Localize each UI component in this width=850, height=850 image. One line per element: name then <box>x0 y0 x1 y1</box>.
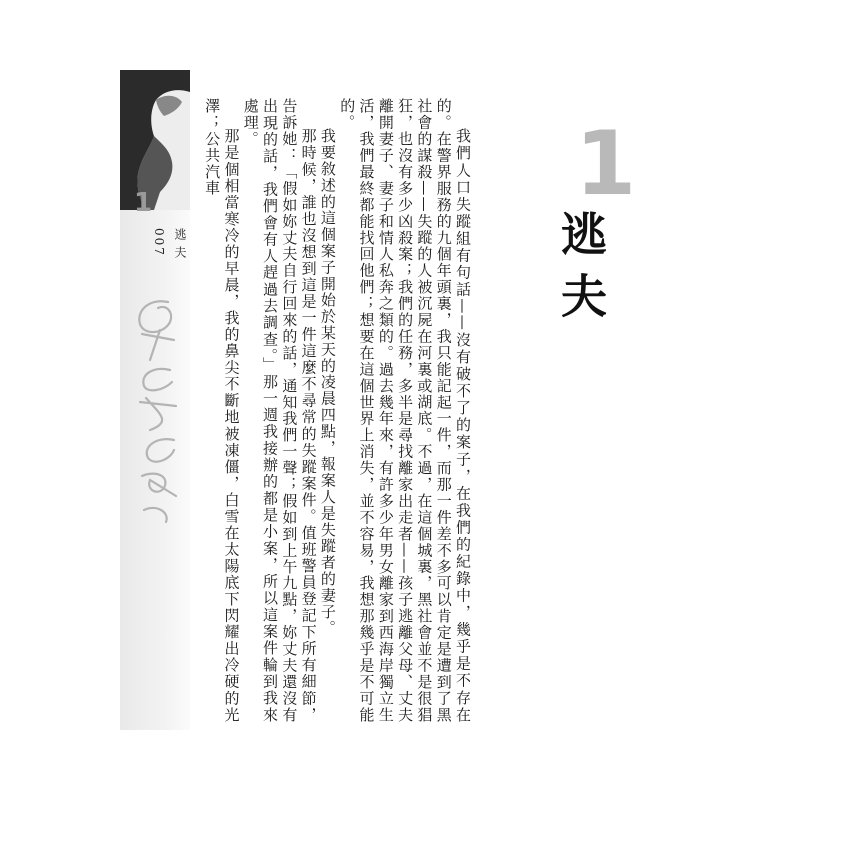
paragraph: 那時候，誰也沒想到這是一件這麼不尋常的失蹤案件。值班警員登記下所有細節，告訴她：「假如妳丈夫自行回來的話，通知我們一聲；假如到上午九點，妳丈夫還沒有出現的話，我們會有人趕過去調查。」那一週我接辦的都是小案，所以這案件輪到我來處理。 <box>241 98 318 723</box>
chapter-number: 1 <box>575 112 637 215</box>
author-portrait-image <box>120 70 190 210</box>
paragraph: 那是個相當寒冷的早晨，我的鼻尖不斷地被凍僵，白雪在太陽底下閃耀出冷硬的光澤；公共汽車 <box>203 98 241 723</box>
running-head-title: 逃夫 <box>173 228 187 264</box>
paragraph: 我要敘述的這個案子開始於某天的凌晨四點，報案人是失蹤者的妻子。 <box>318 128 337 637</box>
body-text <box>203 98 472 723</box>
author-signature-image <box>120 290 190 530</box>
paragraph: 我們人口失蹤組有句話——沒有破不了的案子，在我們的紀錄中，幾乎是不存在的。在警界服務的九個年頭裏，我只能記起一件，而那一件差不多可以肯定是遭到了黑社會的謀殺——失蹤的人被沉屍在河裏或湖底。不過，在這個城裏，黑社會並不是很猖狂，也沒有多少凶殺案；我們的任務，多半是尋找離家出走者——孩子逃離父母、丈夫離開妻子、妻子和情人私奔之類的。過去幾年來，有許多少年男女離家到西海岸獨立生活，我們最終都能找回他們；想要在這個世界上消失，並不容易，我想那幾乎是不可能的。 <box>338 98 472 723</box>
chapter-title: 逃夫 <box>554 210 608 334</box>
running-head-chapter-number: 1 <box>134 188 151 218</box>
page-number: 007 <box>152 228 166 257</box>
